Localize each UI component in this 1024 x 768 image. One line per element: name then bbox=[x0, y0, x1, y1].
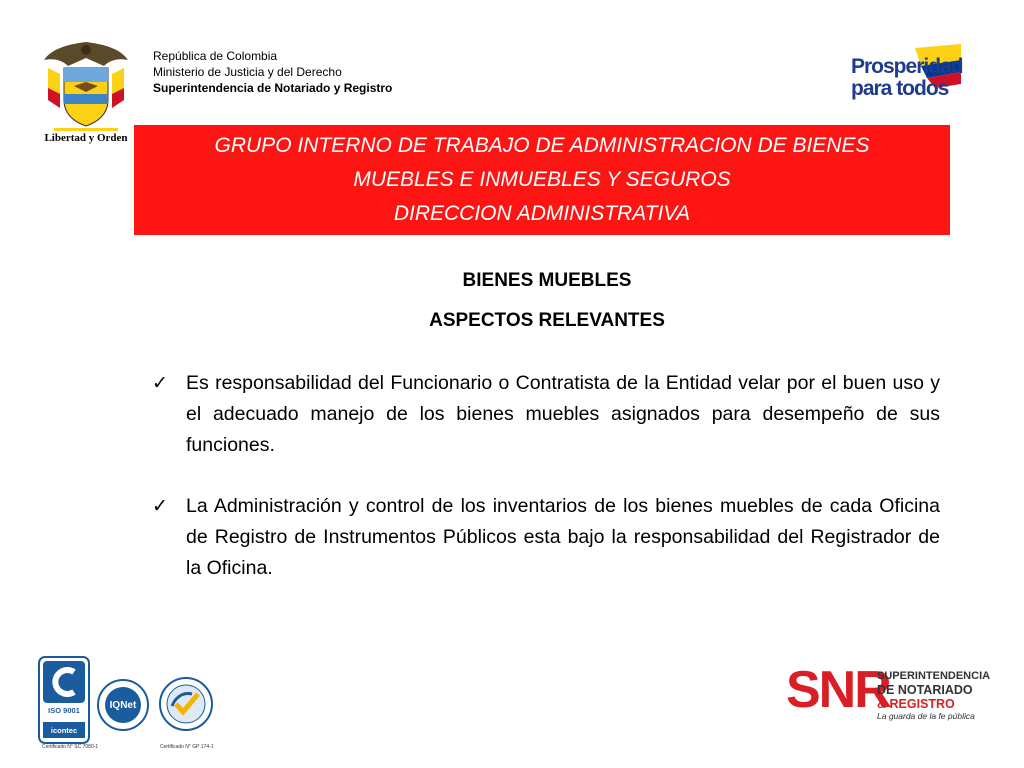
iso-label: ISO 9001 bbox=[48, 706, 80, 715]
section-title: BIENES MUEBLES bbox=[462, 270, 632, 291]
prosperidad-line2: para todos bbox=[851, 77, 949, 100]
snr-line2: DE NOTARIADO bbox=[877, 683, 973, 697]
title-banner bbox=[134, 125, 950, 235]
certificate-number: Certificado N° GP 174-1 bbox=[160, 744, 214, 750]
section-subtitle: ASPECTOS RELEVANTES bbox=[429, 310, 665, 331]
snr-line3: & REGISTRO bbox=[877, 697, 955, 711]
snr-line1: SUPERINTENDENCIA bbox=[877, 670, 991, 682]
snr-tagline: La guarda de la fe pública bbox=[877, 711, 975, 721]
iqnet-seal bbox=[96, 678, 150, 732]
checkmark-icon: ✓ bbox=[152, 373, 168, 394]
org-line-republic: República de Colombia bbox=[153, 49, 278, 63]
prosperidad-para-todos-logo bbox=[845, 44, 965, 118]
org-line-ministry: Ministerio de Justicia y del Derecho bbox=[153, 65, 342, 79]
iso-9001-icontec-seal bbox=[38, 656, 90, 744]
banner-line2: MUEBLES E INMUEBLES Y SEGUROS bbox=[353, 168, 731, 191]
bullet-text: La Administración y control de los inventarios de los bienes muebles de cada Oficina de Registro de Instrumentos Públicos esta bajo la responsabilidad del Registrador de la Oficina. bbox=[186, 495, 940, 579]
org-line-superintendence: Superintendencia de Notariado y Registro bbox=[153, 81, 393, 95]
banner-line1: GRUPO INTERNO DE TRABAJO DE ADMINISTRACION DE BIENES bbox=[214, 134, 870, 157]
bullet-item bbox=[152, 491, 940, 584]
icontec-label: icontec bbox=[50, 726, 78, 735]
certificate-number: Certificado N° SC 7080-1 bbox=[42, 744, 99, 750]
checkmark-icon: ✓ bbox=[152, 496, 168, 517]
bullet-text: Es responsabilidad del Funcionario o Contratista de la Entidad velar por el buen uso y el adecuado manejo de los bienes muebles asignados para desempeño de sus funciones. bbox=[186, 372, 940, 456]
bullet-item bbox=[152, 368, 940, 461]
prosperidad-line1: Prosperidad bbox=[851, 55, 963, 78]
organization-heading bbox=[153, 48, 392, 96]
certification-seal-icon bbox=[158, 676, 214, 734]
banner-line3: DIRECCION ADMINISTRATIVA bbox=[393, 202, 691, 225]
snr-logo-letters: SNR bbox=[786, 661, 890, 719]
coat-motto: Libertad y Orden bbox=[44, 132, 128, 144]
iqnet-label: IQNet bbox=[109, 700, 137, 711]
